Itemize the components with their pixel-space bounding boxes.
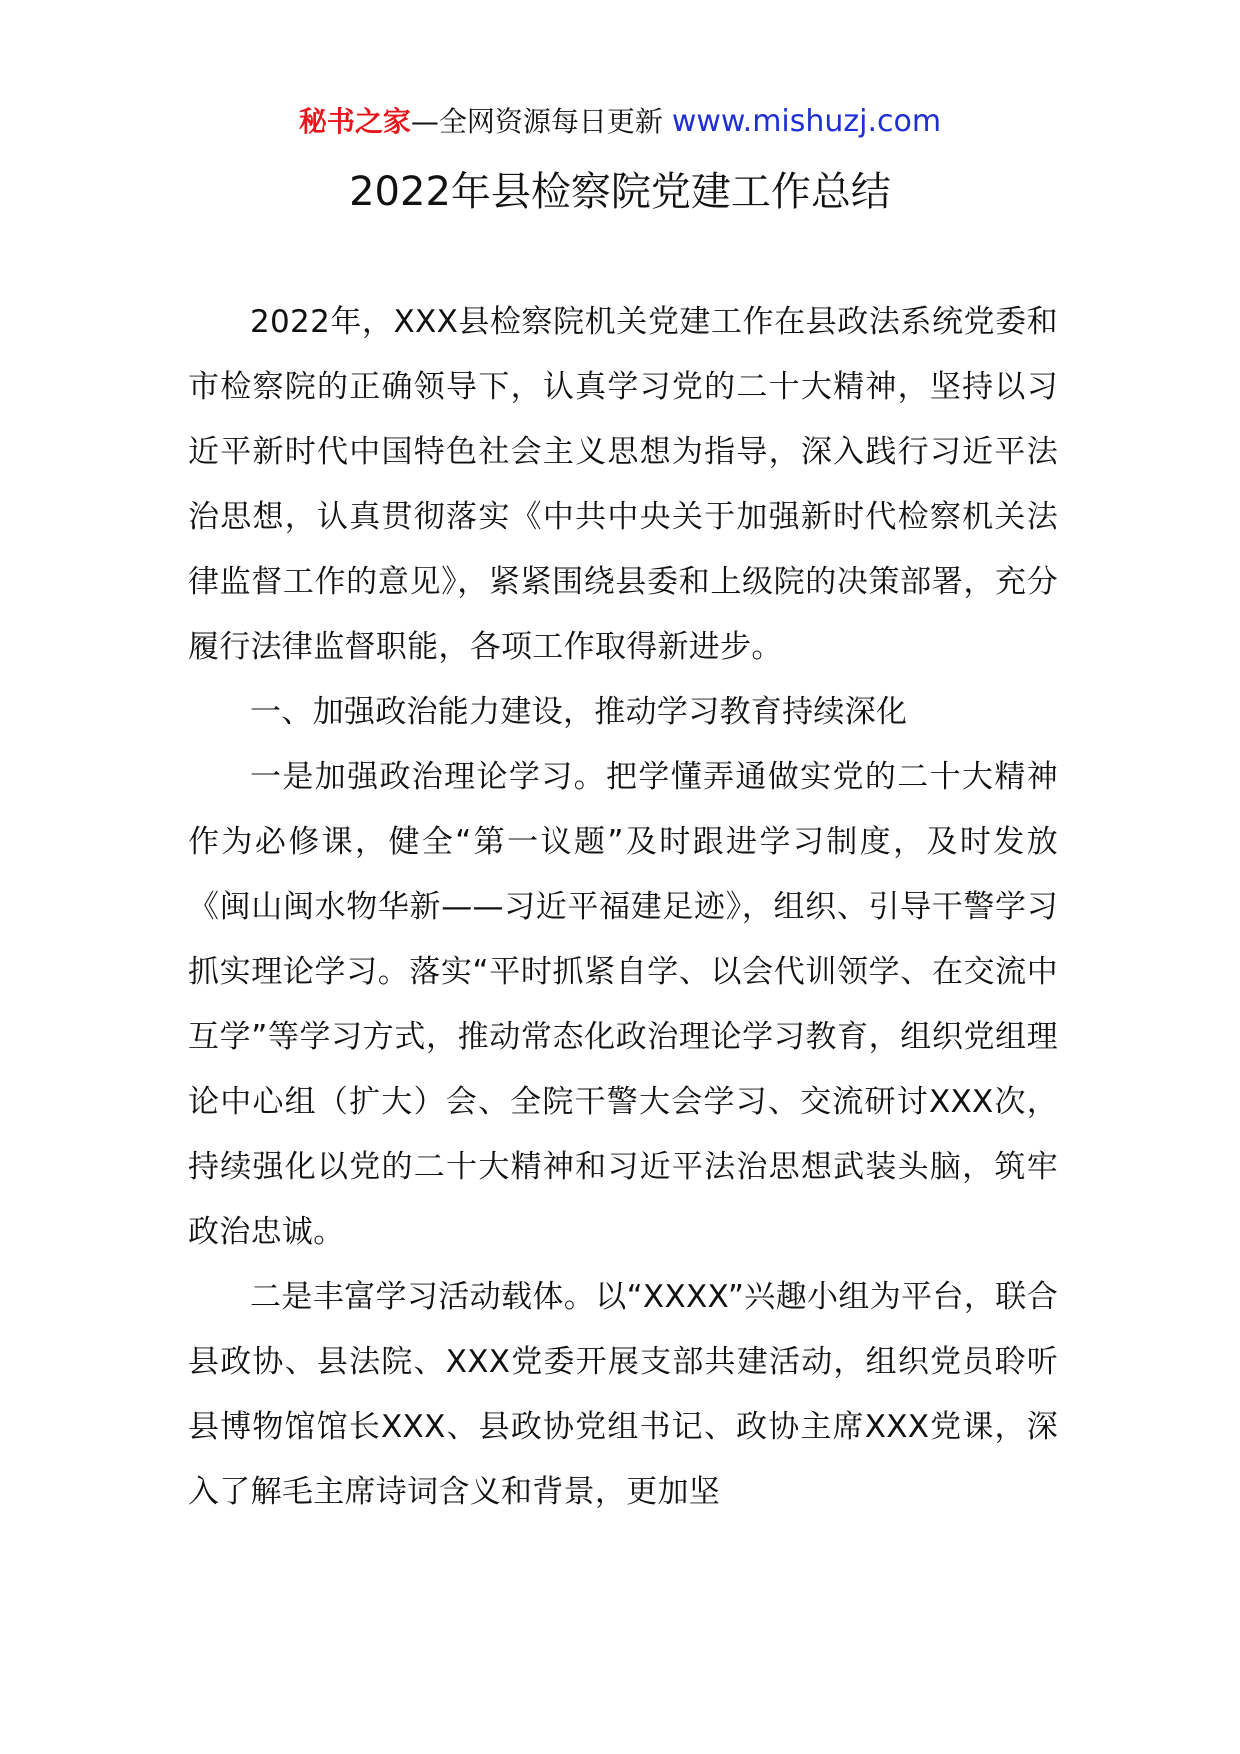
- body-paragraph-1: 一是加强政治理论学习。把学懂弄通做实党的二十大精神作为必修课，健全“第一议题”及时跟进学习制度，及时发放《闽山闽水物华新——习近平福建足迹》，组织、引导干警学习抓实理论学习。落实“平时抓紧自学、以会代训领学、在交流中互学”等学习方式，推动常态化政治理论学习教育，组织党组理论中心组（扩大）会、全院干警大会学习、交流研讨XXX次，持续强化以党的二十大精神和习近平法治思想武装头脑，筑牢政治忠诚。: [188, 759, 1058, 1250]
- site-banner: [0, 102, 1240, 142]
- brand-name: 秘书之家: [298, 105, 411, 138]
- banner-tagline: —全网资源每日更新: [410, 105, 672, 138]
- body-paragraph-2: 二是丰富学习活动载体。以“XXXX”兴趣小组为平台，联合县政协、县法院、XXX党委开展支部共建活动，组织党员聆听县博物馆馆长XXX、县政协党组书记、政协主席XXX党课，深入了解毛主席诗词含义和背景，更加坚: [188, 1279, 1058, 1510]
- site-url-link[interactable]: www.mishuzj.com: [671, 104, 942, 139]
- document-body: [188, 290, 1058, 1525]
- intro-paragraph: 2022年，XXX县检察院机关党建工作在县政法系统党委和市检察院的正确领导下，认真学习党的二十大精神，坚持以习近平新时代中国特色社会主义思想为指导，深入践行习近平法治思想，认真贯彻落实《中共中央关于加强新时代检察机关法律监督工作的意见》，紧紧围绕县委和上级院的决策部署，充分履行法律监督职能，各项工作取得新进步。: [188, 304, 1058, 665]
- document-title: 2022年县检察院党建工作总结: [349, 169, 891, 215]
- section-heading-1: 一、加强政治能力建设，推动学习教育持续深化: [250, 694, 908, 730]
